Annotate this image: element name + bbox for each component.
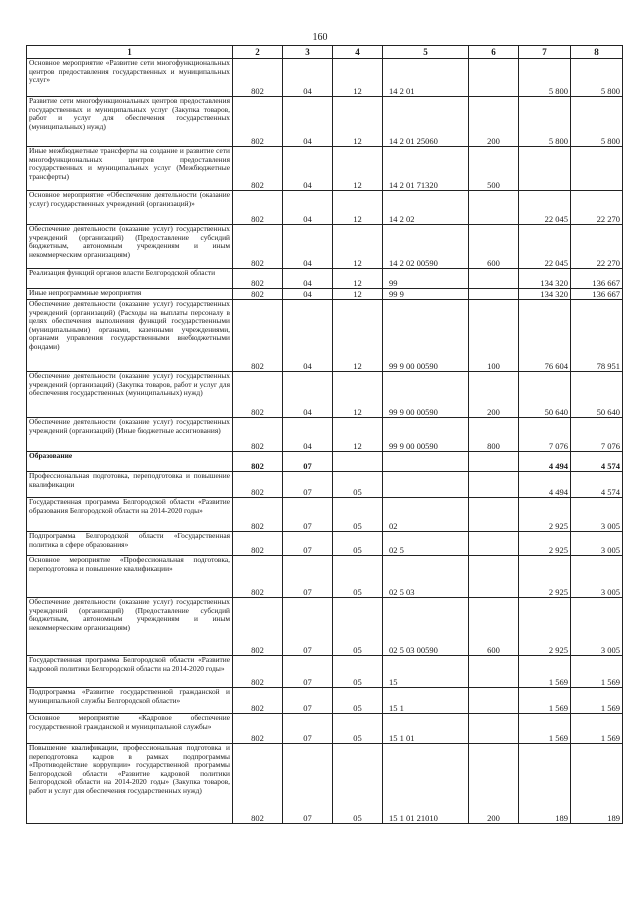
row-amount-year1: 50 640 <box>519 372 571 418</box>
row-amount-year1: 2 925 <box>519 598 571 656</box>
row-amount-year2 <box>571 147 623 191</box>
row-subsection: 12 <box>333 225 383 269</box>
row-target-code: 02 5 <box>383 532 469 556</box>
row-amount-year2: 22 270 <box>571 191 623 225</box>
header-col-2: 2 <box>233 46 283 59</box>
table-row <box>27 498 623 532</box>
row-subsection: 05 <box>333 532 383 556</box>
header-col-5: 5 <box>383 46 469 59</box>
row-target-code: 02 5 03 00590 <box>383 598 469 656</box>
row-admin-code: 802 <box>233 714 283 744</box>
row-amount-year2: 3 005 <box>571 532 623 556</box>
row-section: 07 <box>283 744 333 824</box>
row-admin-code: 802 <box>233 498 283 532</box>
row-expense-type <box>469 532 519 556</box>
row-amount-year2: 3 005 <box>571 498 623 532</box>
row-amount-year1: 4 494 <box>519 472 571 498</box>
row-name: Подпрограмма Белгородской области «Государственная политика в сфере образования» <box>27 532 233 556</box>
table-row <box>27 744 623 824</box>
row-target-code: 15 1 01 21010 <box>383 744 469 824</box>
row-expense-type: 800 <box>469 418 519 452</box>
row-subsection: 12 <box>333 147 383 191</box>
row-amount-year2: 5 800 <box>571 59 623 97</box>
row-amount-year1: 22 045 <box>519 225 571 269</box>
row-name: Основное мероприятие «Кадровое обеспечение государственной гражданской и муниципальной службы» <box>27 714 233 744</box>
row-expense-type <box>469 498 519 532</box>
row-target-code: 99 9 <box>383 289 469 300</box>
row-admin-code: 802 <box>233 225 283 269</box>
row-expense-type <box>469 472 519 498</box>
row-name: Подпрограмма «Развитие государственной гражданской и муниципальной службы Белгородской области» <box>27 688 233 714</box>
row-subsection: 05 <box>333 472 383 498</box>
row-expense-type <box>469 191 519 225</box>
row-amount-year2: 7 076 <box>571 418 623 452</box>
table-row <box>27 97 623 147</box>
table-header-row <box>27 46 623 59</box>
row-admin-code: 802 <box>233 656 283 688</box>
row-target-code <box>383 472 469 498</box>
row-section: 07 <box>283 656 333 688</box>
row-subsection: 05 <box>333 688 383 714</box>
row-section: 07 <box>283 714 333 744</box>
row-amount-year1: 2 925 <box>519 532 571 556</box>
header-col-4: 4 <box>333 46 383 59</box>
row-section: 04 <box>283 372 333 418</box>
row-target-code: 14 2 01 25060 <box>383 97 469 147</box>
row-section: 07 <box>283 556 333 598</box>
row-admin-code: 802 <box>233 269 283 289</box>
row-target-code: 15 <box>383 656 469 688</box>
row-expense-type: 100 <box>469 300 519 372</box>
row-target-code: 02 <box>383 498 469 532</box>
header-col-6: 6 <box>469 46 519 59</box>
row-target-code: 14 2 02 <box>383 191 469 225</box>
row-admin-code: 802 <box>233 289 283 300</box>
row-amount-year2: 22 270 <box>571 225 623 269</box>
row-admin-code: 802 <box>233 532 283 556</box>
row-expense-type <box>469 556 519 598</box>
row-section: 04 <box>283 147 333 191</box>
header-col-1: 1 <box>27 46 233 59</box>
row-target-code: 99 9 00 00590 <box>383 300 469 372</box>
header-col-3: 3 <box>283 46 333 59</box>
row-amount-year1: 189 <box>519 744 571 824</box>
row-expense-type <box>469 269 519 289</box>
row-name: Образование <box>27 452 233 472</box>
row-admin-code: 802 <box>233 744 283 824</box>
row-name: Обеспечение деятельности (оказание услуг) государственных учреждений (организаций) (Закупка товаров, работ и услуг для обеспечения государственных (муниципальных) нужд) <box>27 372 233 418</box>
row-section: 04 <box>283 59 333 97</box>
row-subsection: 12 <box>333 191 383 225</box>
row-subsection: 12 <box>333 289 383 300</box>
table-row <box>27 300 623 372</box>
row-amount-year1: 134 320 <box>519 289 571 300</box>
row-subsection: 12 <box>333 59 383 97</box>
row-expense-type <box>469 59 519 97</box>
row-expense-type: 200 <box>469 744 519 824</box>
row-section: 07 <box>283 598 333 656</box>
row-amount-year2: 4 574 <box>571 472 623 498</box>
row-name: Основное мероприятие «Профессиональная подготовка, переподготовка и повышение квалификации» <box>27 556 233 598</box>
row-name: Развитие сети многофункциональных центров предоставления государственных и муниципальных услуг (Закупка товаров, работ и услуг для обеспечения государственных (муниципальных) нужд) <box>27 97 233 147</box>
row-amount-year2: 50 640 <box>571 372 623 418</box>
row-subsection: 05 <box>333 744 383 824</box>
row-section: 07 <box>283 532 333 556</box>
row-target-code: 14 2 01 71320 <box>383 147 469 191</box>
row-subsection: 05 <box>333 498 383 532</box>
row-target-code: 99 9 00 00590 <box>383 372 469 418</box>
row-subsection: 12 <box>333 269 383 289</box>
row-target-code: 15 1 01 <box>383 714 469 744</box>
table-row <box>27 532 623 556</box>
row-subsection: 12 <box>333 97 383 147</box>
row-target-code: 99 <box>383 269 469 289</box>
table-row <box>27 598 623 656</box>
row-subsection: 05 <box>333 556 383 598</box>
row-admin-code: 802 <box>233 598 283 656</box>
row-amount-year1: 1 569 <box>519 688 571 714</box>
row-amount-year1: 5 800 <box>519 97 571 147</box>
row-name: Обеспечение деятельности (оказание услуг) государственных учреждений (организаций) (Предоставление субсидий бюджетным, автономным учреждениям и иным некоммерческим организациям) <box>27 225 233 269</box>
row-amount-year2: 4 574 <box>571 452 623 472</box>
table-row <box>27 191 623 225</box>
row-name: Профессиональная подготовка, переподготовка и повышение квалификации <box>27 472 233 498</box>
row-subsection: 05 <box>333 656 383 688</box>
row-amount-year1 <box>519 147 571 191</box>
row-section: 07 <box>283 498 333 532</box>
table-row <box>27 225 623 269</box>
row-amount-year1: 22 045 <box>519 191 571 225</box>
row-expense-type <box>469 452 519 472</box>
table-row <box>27 714 623 744</box>
row-amount-year1: 134 320 <box>519 269 571 289</box>
row-section: 04 <box>283 269 333 289</box>
row-admin-code: 802 <box>233 452 283 472</box>
row-amount-year2: 3 005 <box>571 598 623 656</box>
row-name: Государственная программа Белгородской области «Развитие кадровой политики Белгородской области на 2014-2020 годы» <box>27 656 233 688</box>
row-expense-type <box>469 656 519 688</box>
row-expense-type <box>469 289 519 300</box>
row-admin-code: 802 <box>233 59 283 97</box>
table-row <box>27 147 623 191</box>
row-amount-year1: 1 569 <box>519 714 571 744</box>
row-name: Иные межбюджетные трансферты на создание и развитие сети многофункциональных центров предоставления государственных и муниципальных услуг (Межбюджетные трансферты) <box>27 147 233 191</box>
table-row <box>27 269 623 289</box>
row-admin-code: 802 <box>233 688 283 714</box>
row-section: 07 <box>283 472 333 498</box>
row-subsection: 12 <box>333 372 383 418</box>
row-name: Обеспечение деятельности (оказание услуг) государственных учреждений (организаций) (Предоставление субсидий бюджетным, автономным учреждениям и иным некоммерческим организациям) <box>27 598 233 656</box>
table-row <box>27 472 623 498</box>
row-expense-type <box>469 688 519 714</box>
row-admin-code: 802 <box>233 556 283 598</box>
row-subsection: 05 <box>333 598 383 656</box>
row-expense-type: 200 <box>469 97 519 147</box>
row-target-code: 15 1 <box>383 688 469 714</box>
row-subsection: 12 <box>333 418 383 452</box>
row-amount-year2: 1 569 <box>571 656 623 688</box>
row-amount-year2: 1 569 <box>571 714 623 744</box>
header-col-7: 7 <box>519 46 571 59</box>
row-admin-code: 802 <box>233 97 283 147</box>
row-name: Иные непрограммные мероприятия <box>27 289 233 300</box>
row-name: Основное мероприятие «Развитие сети многофункциональных центров предоставления государственных и муниципальных услуг» <box>27 59 233 97</box>
row-amount-year1: 2 925 <box>519 498 571 532</box>
row-amount-year2: 78 951 <box>571 300 623 372</box>
row-name: Государственная программа Белгородской области «Развитие образования Белгородской области на 2014-2020 годы» <box>27 498 233 532</box>
row-admin-code: 802 <box>233 372 283 418</box>
row-admin-code: 802 <box>233 191 283 225</box>
row-expense-type: 600 <box>469 598 519 656</box>
row-amount-year2: 189 <box>571 744 623 824</box>
row-target-code <box>383 452 469 472</box>
row-admin-code: 802 <box>233 300 283 372</box>
row-expense-type: 600 <box>469 225 519 269</box>
row-section: 07 <box>283 452 333 472</box>
page-number: 160 <box>312 32 328 43</box>
row-amount-year2: 136 667 <box>571 269 623 289</box>
row-amount-year1: 5 800 <box>519 59 571 97</box>
row-admin-code: 802 <box>233 418 283 452</box>
row-expense-type: 500 <box>469 147 519 191</box>
table-row <box>27 656 623 688</box>
row-name: Реализация функций органов власти Белгородской области <box>27 269 233 289</box>
row-subsection <box>333 452 383 472</box>
row-subsection: 05 <box>333 714 383 744</box>
row-section: 04 <box>283 300 333 372</box>
row-amount-year2: 5 800 <box>571 97 623 147</box>
header-col-8: 8 <box>571 46 623 59</box>
row-admin-code: 802 <box>233 147 283 191</box>
row-section: 04 <box>283 418 333 452</box>
row-amount-year1: 7 076 <box>519 418 571 452</box>
row-name: Основное мероприятие «Обеспечение деятельности (оказание услуг) государственных учреждений (организаций)» <box>27 191 233 225</box>
row-name: Обеспечение деятельности (оказание услуг) государственных учреждений (организаций) (Расходы на выплаты персоналу в целях обеспечения выполнения функций государственными (муниципальными) органами, казенными учреждениями, органами управления государственными внебюджетными фондами) <box>27 300 233 372</box>
row-amount-year1: 4 494 <box>519 452 571 472</box>
row-target-code: 99 9 00 00590 <box>383 418 469 452</box>
row-section: 07 <box>283 688 333 714</box>
table-row <box>27 418 623 452</box>
row-amount-year2: 136 667 <box>571 289 623 300</box>
row-target-code: 02 5 03 <box>383 556 469 598</box>
row-name: Обеспечение деятельности (оказание услуг) государственных учреждений (организаций) (Иные бюджетные ассигнования) <box>27 418 233 452</box>
row-subsection: 12 <box>333 300 383 372</box>
table-row <box>27 59 623 97</box>
row-section: 04 <box>283 97 333 147</box>
row-name: Повышение квалификации, профессиональная подготовка и переподготовка кадров в рамках подпрограммы «Противодействие коррупции» государственной программы Белгородской области «Развитие кадровой политики Белгородской области на 2014-2020 годы» (Закупка товаров, работ и услуг для обеспечения государственных нужд) <box>27 744 233 824</box>
row-amount-year1: 1 569 <box>519 656 571 688</box>
row-amount-year1: 2 925 <box>519 556 571 598</box>
row-admin-code: 802 <box>233 472 283 498</box>
row-amount-year2: 3 005 <box>571 556 623 598</box>
row-section: 04 <box>283 191 333 225</box>
table-row <box>27 289 623 300</box>
row-section: 04 <box>283 289 333 300</box>
budget-table <box>26 45 623 824</box>
table-row <box>27 452 623 472</box>
table-row <box>27 556 623 598</box>
table-row <box>27 372 623 418</box>
row-target-code: 14 2 01 <box>383 59 469 97</box>
row-expense-type <box>469 714 519 744</box>
row-target-code: 14 2 02 00590 <box>383 225 469 269</box>
row-amount-year1: 76 604 <box>519 300 571 372</box>
row-section: 04 <box>283 225 333 269</box>
table-row <box>27 688 623 714</box>
row-expense-type: 200 <box>469 372 519 418</box>
row-amount-year2: 1 569 <box>571 688 623 714</box>
